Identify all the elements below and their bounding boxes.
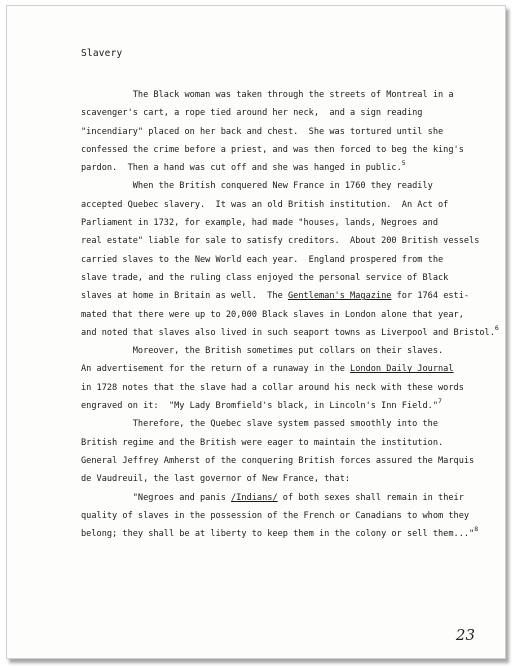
- text-line: [81, 86, 501, 104]
- line-text: "incendiary" placed on her back and chest. She was tortured until she: [81, 126, 444, 137]
- line-text: mated that there were up to 20,000 Black slaves in London alone that year,: [81, 309, 464, 320]
- text-line: [81, 415, 501, 433]
- underlined-title: London Daily Journal: [350, 364, 454, 375]
- text-line: [81, 434, 501, 452]
- underlined-title: /Indians/: [231, 492, 278, 503]
- text-line: [81, 306, 501, 324]
- text-line: [81, 470, 501, 488]
- text-line: [81, 452, 501, 470]
- footnote-marker: 7: [438, 397, 442, 406]
- line-text: and noted that slaves also lived in such seaport towns as Liverpool and Bristol.: [81, 327, 495, 338]
- text-line: [81, 196, 501, 214]
- line-text: pardon. Then a hand was cut off and she was hanged in public.: [81, 163, 402, 174]
- footnote-marker: 5: [401, 159, 406, 168]
- page-number: 23: [455, 626, 475, 644]
- line-text: The Black woman was taken through the streets of Montreal in a: [81, 90, 454, 100]
- line-text: slave trade, and the ruling class enjoyed the personal service of Black: [81, 272, 449, 283]
- text-line: [81, 104, 501, 122]
- underlined-title: Gentleman's Magazine: [287, 291, 392, 302]
- text-line: [81, 177, 501, 195]
- line-text: An advertisement for the return of a runaway in the: [81, 364, 351, 375]
- text-line: [81, 141, 501, 159]
- text-line: [81, 324, 501, 342]
- text-line: [81, 507, 501, 525]
- line-text: de Vaudreuil, the last governor of New France, that:: [81, 474, 351, 485]
- line-text: confessed the crime before a priest, and was then forced to beg the king's: [81, 144, 464, 155]
- text-line: [81, 525, 501, 543]
- line-text: belong; they shall be at liberty to keep them in the colony or sell them...": [81, 529, 475, 540]
- line-text: General Jeffrey Amherst of the conquering British forces assured the Marquis: [81, 455, 475, 466]
- text-line: [81, 159, 501, 177]
- line-text: Moreover, the British sometimes put collars on their slaves.: [81, 346, 444, 357]
- footnote-marker: 8: [474, 525, 479, 534]
- text-line: [81, 287, 501, 305]
- line-text: When the British conquered New France in 1760 they readily: [81, 181, 433, 192]
- body-text: [81, 86, 501, 543]
- line-text: scavenger's cart, a rope tied around her neck, and a sign reading: [81, 108, 423, 119]
- text-line: [81, 214, 501, 232]
- line-text: Parliament in 1732, for example, had made "houses, lands, Negroes and: [81, 218, 438, 229]
- document-page: [6, 5, 506, 659]
- line-text-continued: for 1764 esti-: [391, 291, 470, 302]
- line-text: accepted Quebec slavery. It was an old British institution. An Act of: [81, 199, 449, 210]
- text-line: [81, 232, 501, 250]
- text-line: [81, 123, 501, 141]
- line-text-continued: of both sexes shall remain in their: [277, 492, 464, 503]
- line-text: in 1728 notes that the slave had a collar around his neck with these words: [81, 382, 464, 393]
- text-line: [81, 489, 501, 507]
- line-text: Therefore, the Quebec slave system passed smoothly into the: [81, 419, 438, 430]
- line-text: quality of slaves in the possession of the French or Canadians to whom they: [81, 510, 470, 521]
- line-text: engraved on it: "My Lady Bromfield's black, in Lincoln's Inn Field.": [81, 401, 438, 412]
- page-heading: Slavery: [81, 48, 123, 59]
- line-text: real estate" liable for sale to satisfy creditors. About 200 British vessels: [81, 236, 480, 247]
- text-line: [81, 342, 501, 360]
- text-line: [81, 269, 501, 287]
- line-text: carried slaves to the New World each year. England prospered from the: [81, 254, 444, 265]
- line-text: slaves at home in Britain as well. The: [81, 291, 288, 302]
- footnote-marker: 6: [494, 323, 499, 332]
- line-text: British regime and the British were eager to maintain the institution.: [81, 437, 444, 448]
- line-text: "Negroes and panis: [81, 492, 232, 503]
- text-line: [81, 379, 501, 397]
- text-line: [81, 360, 501, 378]
- text-line: [81, 251, 501, 269]
- text-line: [81, 397, 501, 415]
